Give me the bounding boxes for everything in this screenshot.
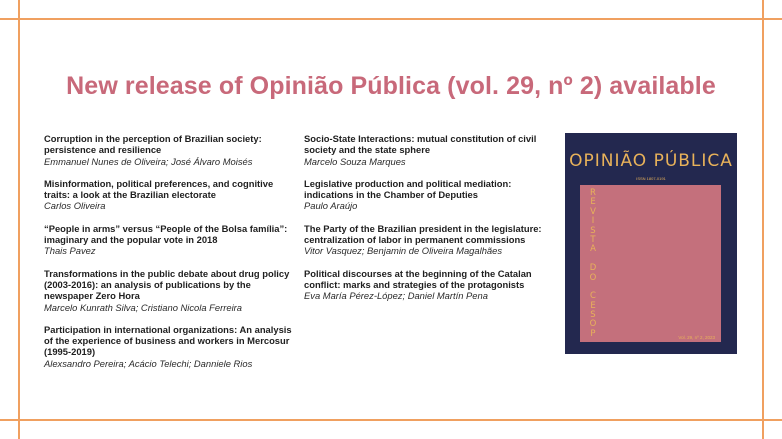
- article-authors: Marcelo Kunrath Silva; Cristiano Nicola Ferreira: [44, 301, 242, 313]
- article-item[interactable]: [44, 324, 294, 369]
- journal-cover: [565, 133, 737, 354]
- article-title: Transformations in the public debate about drug policy (2003-2016): an analysis of publications by the newspaper Zero Hora: [44, 267, 290, 302]
- frame-line-left: [18, 0, 20, 439]
- cover-letter: R: [590, 188, 596, 198]
- article-item[interactable]: [304, 178, 546, 212]
- article-title: Legislative production and political mediation: indications in the Chamber of Deputies: [304, 177, 512, 201]
- article-authors: Vitor Vasquez; Benjamin de Oliveira Magalhães: [304, 245, 503, 257]
- article-item[interactable]: [44, 178, 294, 212]
- cover-letter: S: [590, 225, 596, 236]
- article-list-left: [44, 133, 294, 380]
- cover-letter: P: [590, 328, 596, 339]
- article-list-right: [304, 133, 546, 313]
- article-item[interactable]: [44, 223, 294, 257]
- article-item[interactable]: [304, 133, 546, 167]
- cover-letter: E: [590, 300, 596, 311]
- article-authors: Thais Pavez: [44, 245, 96, 257]
- cover-letter: E: [590, 197, 596, 208]
- article-title: “People in arms” versus “People of the Bolsa família”: imaginary and the popular vote in 2018: [44, 222, 288, 246]
- cover-letter: V: [590, 206, 596, 217]
- article-item[interactable]: [304, 268, 546, 302]
- article-authors: Emmanuel Nunes de Oliveira; José Álvaro Moisés: [44, 155, 253, 167]
- cover-volume: Vol. 29, nº 2, 2023: [678, 335, 715, 340]
- cover-letter: A: [590, 244, 596, 255]
- cover-panel: [580, 185, 721, 342]
- article-authors: Carlos Oliveira: [44, 200, 106, 212]
- article-item[interactable]: [44, 133, 294, 167]
- cover-letter: S: [590, 310, 596, 321]
- article-title: Participation in international organizations: An analysis of the experience of business and workers in Mercosur (1995-2019): [44, 323, 292, 358]
- article-title: Corruption in the perception of Brazilian society: persistence and resilience: [44, 133, 262, 156]
- cover-letter: C: [590, 291, 596, 302]
- cover-letter: O: [589, 272, 597, 283]
- cover-letter: O: [589, 319, 597, 330]
- article-title: The Party of the Brazilian president in the legislature: centralization of labor in permanent commissions: [304, 222, 542, 246]
- article-item[interactable]: [44, 268, 294, 313]
- article-title: Political discourses at the beginning of the Catalan conflict: marks and strategies of the protagonists: [304, 267, 532, 290]
- page-title: New release of Opinião Pública (vol. 29, nº 2) available: [66, 72, 716, 100]
- frame-line-bottom: [0, 419, 782, 421]
- article-title: Misinformation, political preferences, and cognitive traits: a look at the Brazilian electorate: [44, 177, 274, 201]
- cover-letter: T: [590, 234, 596, 245]
- article-authors: Marcelo Souza Marques: [304, 155, 406, 167]
- article-title: Socio-State Interactions: mutual constitution of civil society and the state sphere: [304, 133, 537, 156]
- cover-letter: I: [591, 216, 595, 227]
- cover-title: OPINIÃO PÚBLICA: [569, 151, 733, 171]
- article-authors: Paulo Araújo: [304, 200, 358, 212]
- cover-vertical-text: [587, 189, 599, 339]
- article-authors: Alexsandro Pereira; Acácio Telechi; Danniele Rios: [44, 357, 253, 369]
- cover-issn: ISSN 1807-0191: [636, 176, 666, 181]
- frame-line-right: [762, 0, 764, 439]
- cover-letter: D: [589, 263, 597, 274]
- article-item[interactable]: [304, 223, 546, 257]
- frame-line-top: [0, 18, 782, 20]
- article-authors: Eva María Pérez-López; Daniel Martín Pena: [304, 290, 488, 302]
